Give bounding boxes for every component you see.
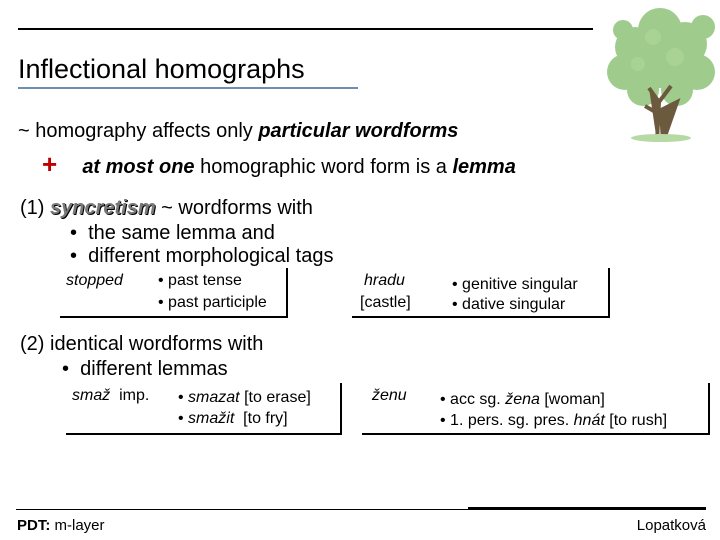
example-item: • past participle (158, 294, 267, 311)
example-item-word: hnát (573, 412, 605, 429)
section-2-bullet (62, 358, 228, 381)
bullet-icon: • (70, 245, 89, 267)
example-word: smaž (72, 387, 111, 404)
example-item: • dative singular (452, 296, 566, 313)
example-word: ženu (372, 387, 407, 404)
example-item: • smazat [to erase] (178, 389, 311, 406)
bullet-text: the same lemma and (88, 222, 275, 244)
tree-icon (605, 2, 720, 142)
intro-line-2 (42, 149, 516, 180)
example-item (440, 412, 667, 430)
bullet-text: different lemmas (80, 358, 228, 380)
footer-rule-accent (468, 507, 706, 510)
example-item: • smažit [to fry] (178, 410, 288, 427)
example-box-stopped (60, 268, 288, 318)
page-title: Inflectional homographs (18, 54, 305, 84)
bullet-icon: • (62, 358, 81, 380)
example-gloss: [castle] (360, 294, 411, 311)
example-item-word: žena (505, 391, 540, 408)
footer-text: m-layer (50, 517, 105, 534)
intro-line-2-emphasis-1: at most one (82, 156, 195, 178)
footer-label: PDT: (17, 517, 51, 534)
example-box-smaz (66, 383, 342, 435)
intro-line-1 (18, 120, 458, 143)
example-word-line (72, 387, 149, 405)
example-item (440, 391, 605, 409)
example-item-word: smazat (188, 389, 240, 406)
section-1-heading (20, 197, 313, 220)
example-item-prefix: • 1. pers. sg. pres. (440, 412, 574, 429)
example-box-hradu (352, 268, 610, 318)
bullet-text: different morphological tags (88, 245, 334, 267)
intro-line-1-emphasis: particular wordforms (258, 120, 459, 142)
section-2-heading: (2) identical wordforms with (20, 333, 264, 355)
example-item-gloss: [woman] (539, 391, 605, 408)
syncretism-term: syncretism (50, 197, 156, 219)
example-word: hradu (364, 272, 405, 289)
example-item-prefix: • acc sg. (440, 391, 506, 408)
example-item: • genitive singular (452, 276, 578, 293)
example-pos: imp. (119, 387, 150, 404)
section-1-bullet-1 (70, 222, 275, 245)
section-1-text: ~ wordforms with (155, 197, 313, 219)
intro-line-2-emphasis-2: lemma (452, 156, 516, 178)
plus-icon: + (42, 149, 58, 179)
title-underline (18, 87, 358, 89)
example-item-gloss: [to erase] (244, 389, 311, 406)
example-item-gloss: [to fry] (243, 410, 288, 427)
example-item-gloss: [to rush] (604, 412, 668, 429)
bullet-icon: • (70, 222, 89, 244)
example-item: • past tense (158, 272, 242, 289)
intro-line-2-text: homographic word form is a (194, 156, 453, 178)
section-1-bullet-2 (70, 245, 333, 268)
footer-left (17, 517, 105, 534)
example-item-word: smažit (188, 410, 235, 427)
example-box-zenu (362, 383, 710, 435)
top-rule (18, 28, 593, 30)
section-1-number: (1) (20, 197, 50, 219)
example-word: stopped (66, 272, 123, 289)
intro-line-1-text: ~ homography affects only (18, 120, 259, 142)
footer-author: Lopatková (636, 517, 706, 534)
